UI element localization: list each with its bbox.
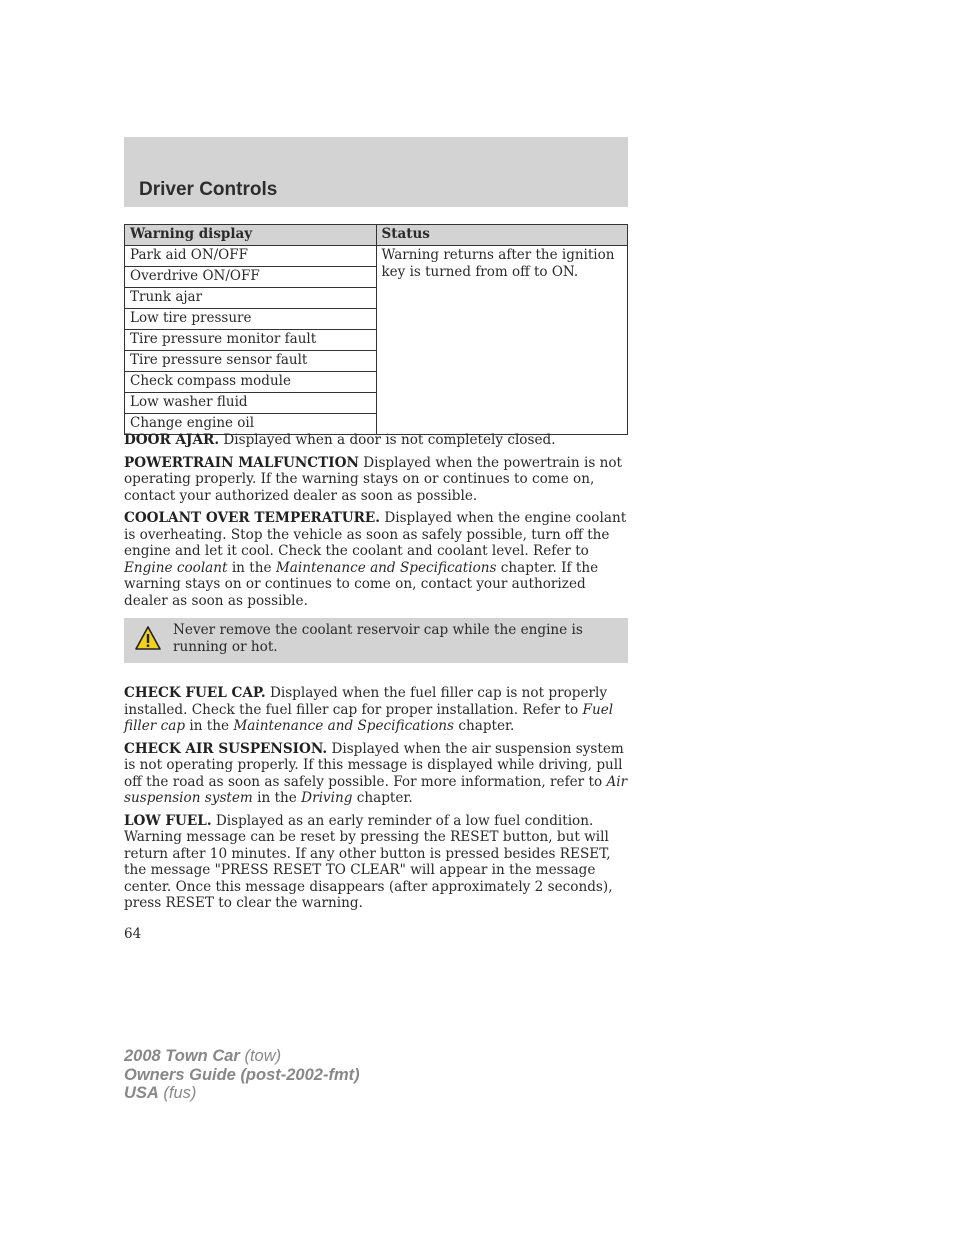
term-coolant: COOLANT OVER TEMPERATURE. <box>124 510 380 526</box>
warning-triangle-icon <box>135 625 161 651</box>
column-header-warning-display: Warning display <box>125 225 377 246</box>
warning-cell: Park aid ON/OFF <box>125 246 377 267</box>
ref-air-suspension-system: Air suspension system <box>124 773 628 806</box>
body-content <box>124 432 628 918</box>
term-check-fuel-cap: CHECK FUEL CAP. <box>124 685 266 701</box>
paragraph-powertrain: POWERTRAIN MALFUNCTION Displayed when the powertrain is not operating properly. If the warning stays on or continues to come on, contact your authorized dealer as soon as possible. <box>124 454 623 504</box>
warning-text: Never remove the coolant reservoir cap while the engine is running or hot. <box>173 622 583 655</box>
term-powertrain: POWERTRAIN MALFUNCTION <box>124 454 359 471</box>
term-check-air-suspension: CHECK AIR SUSPENSION. <box>124 740 328 757</box>
ref-driving-chapter: Driving <box>301 790 353 806</box>
ref-fuel-filler-cap: Fuel filler cap <box>124 701 614 734</box>
warning-cell: Check compass module <box>125 372 377 393</box>
chapter-header-band <box>124 137 628 207</box>
ref-engine-coolant: Engine coolant <box>124 559 228 576</box>
footer-line-model: 2008 Town Car (tow) <box>124 1047 282 1065</box>
status-cell: Warning returns after the ignition key is turned from off to ON. <box>376 246 628 435</box>
paragraph-low-fuel: LOW FUEL. Displayed as an early reminder of a low fuel condition. Warning message can be reset by pressing the RESET button, but will return after 10 minutes. If any other button is pressed besides RESET, the message "PRESS RESET TO CLEAR" will appear in the message center. Once this message disappears (after approximately 2 seconds), press RESET to clear the warning. <box>124 812 613 911</box>
column-header-status: Status <box>376 225 628 246</box>
warning-cell: Low washer fluid <box>125 393 377 414</box>
footer-line-region: USA (fus) <box>124 1084 197 1102</box>
warning-cell: Change engine oil <box>125 414 377 435</box>
footer-line-guide: Owners Guide (post-2002-fmt) <box>124 1065 360 1084</box>
warning-box <box>124 618 628 663</box>
term-door-ajar: DOOR AJAR. <box>124 432 220 448</box>
warning-cell: Overdrive ON/OFF <box>125 267 377 288</box>
warning-cell: Low tire pressure <box>125 309 377 330</box>
page-number: 64 <box>124 926 142 942</box>
table-row <box>125 246 628 267</box>
paragraph-check-air-suspension: CHECK AIR SUSPENSION. Displayed when the air suspension system is not operating properly. If this message is displayed while driving, pull off the road as soon as safely possible. For more information, refer to Air suspension system in the Driving chapter. <box>124 740 628 806</box>
ref-maintenance-chapter: Maintenance and Specifications <box>275 559 497 576</box>
term-low-fuel: LOW FUEL. <box>124 812 212 829</box>
warning-cell: Tire pressure monitor fault <box>125 330 377 351</box>
table-header-row <box>125 225 628 246</box>
warning-display-table <box>124 224 628 435</box>
paragraph-door-ajar: DOOR AJAR. Displayed when a door is not completely closed. <box>124 432 556 448</box>
chapter-title: Driver Controls <box>139 179 278 200</box>
warning-cell: Trunk ajar <box>125 288 377 309</box>
ref-maintenance-chapter: Maintenance and Specifications <box>233 718 455 734</box>
warning-cell: Tire pressure sensor fault <box>125 351 377 372</box>
paragraph-coolant: COOLANT OVER TEMPERATURE. Displayed when the engine coolant is overheating. Stop the vehicle as soon as safely possible, turn off the engine and let it cool. Check the coolant and coolant level. Refer to Engine coolant in the Maintenance and Specifications chapter. If the warning stays on or continues to come on, contact your authorized dealer as soon as possible. <box>124 510 627 609</box>
paragraph-check-fuel-cap: CHECK FUEL CAP. Displayed when the fuel filler cap is not properly installed. Check the fuel filler cap for proper installation. Refer to Fuel filler cap in the Maintenance and Specifications chapter. <box>124 685 614 734</box>
document-footer <box>124 1047 360 1103</box>
